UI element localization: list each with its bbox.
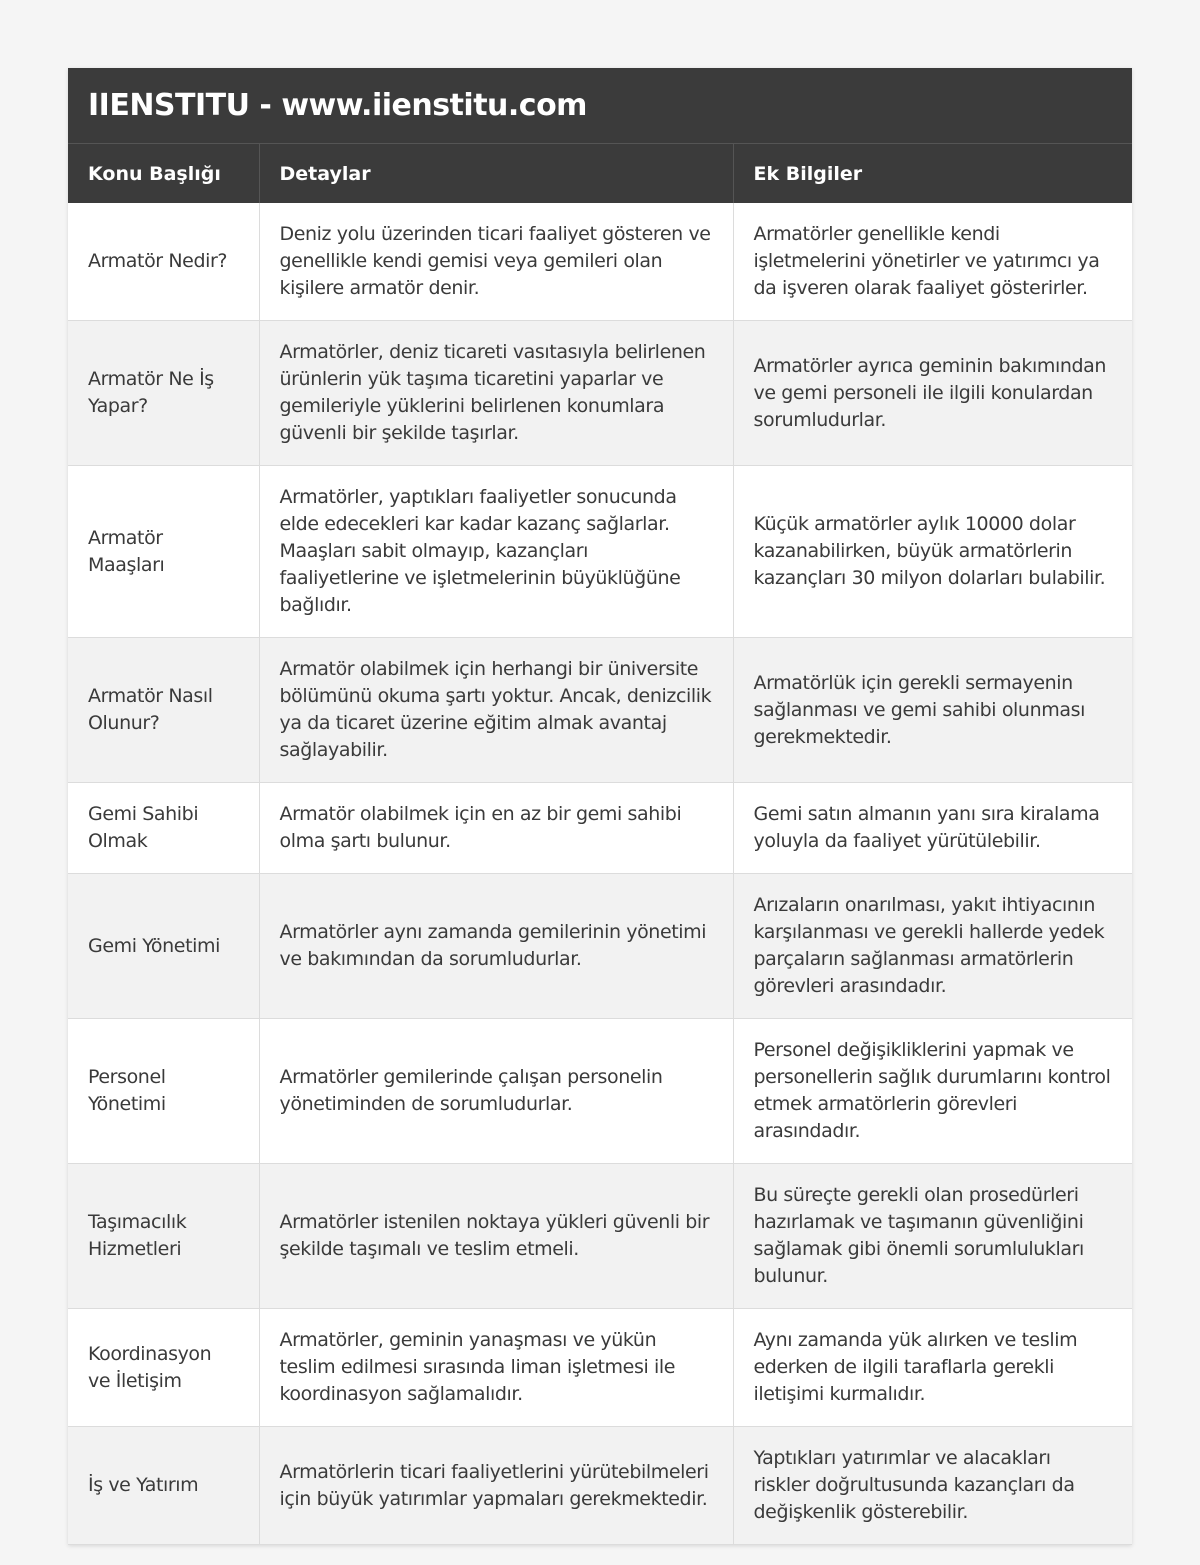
cell-extra: Bu süreçte gerekli olan prosedürleri hazırlamak ve taşımanın güvenliğini sağlamak gibi önemli sorumlulukları bulunur. [733,1164,1132,1309]
cell-details: Armatörler, deniz ticareti vasıtasıyla belirlenen ürünlerin yük taşıma ticaretini yaparlar ve gemileriyle yüklerini belirlenen konumlara güvenli bir şekilde taşırlar. [259,321,733,466]
table-row [68,203,1132,321]
table-row [68,638,1132,783]
column-header-details: Detaylar [259,144,733,203]
cell-topic: Gemi Yönetimi [68,874,259,1019]
cell-topic: Armatör Maaşları [68,466,259,638]
cell-details: Armatörler istenilen noktaya yükleri güvenli bir şekilde taşımalı ve teslim etmeli. [259,1164,733,1309]
table-row [68,1019,1132,1164]
cell-topic: İş ve Yatırım [68,1427,259,1545]
info-table [68,144,1132,1545]
cell-details: Armatör olabilmek için en az bir gemi sahibi olma şartı bulunur. [259,783,733,874]
cell-topic: Gemi Sahibi Olmak [68,783,259,874]
cell-extra: Arızaların onarılması, yakıt ihtiyacının karşılanması ve gerekli hallerde yedek parçaların sağlanması armatörlerin görevleri arasındadır. [733,874,1132,1019]
cell-topic: Taşımacılık Hizmetleri [68,1164,259,1309]
cell-extra: Personel değişikliklerini yapmak ve personellerin sağlık durumlarını kontrol etmek armatörlerin görevleri arasındadır. [733,1019,1132,1164]
table-row [68,1164,1132,1309]
table-row [68,1309,1132,1427]
table-title: IIENSTITU - www.iienstitu.com [68,68,1132,144]
cell-details: Armatörlerin ticari faaliyetlerini yürütebilmeleri için büyük yatırımlar yapmaları gerekmektedir. [259,1427,733,1545]
cell-details: Armatör olabilmek için herhangi bir üniversite bölümünü okuma şartı yoktur. Ancak, denizcilik ya da ticaret üzerine eğitim almak avantaj sağlayabilir. [259,638,733,783]
cell-details: Armatörler gemilerinde çalışan personelin yönetiminden de sorumludurlar. [259,1019,733,1164]
table-row [68,466,1132,638]
table-row [68,321,1132,466]
table-row [68,783,1132,874]
cell-extra: Aynı zamanda yük alırken ve teslim ederken de ilgili taraflarla gerekli iletişimi kurmalıdır. [733,1309,1132,1427]
header-row [68,144,1132,203]
cell-extra: Küçük armatörler aylık 10000 dolar kazanabilirken, büyük armatörlerin kazançları 30 milyon dolarları bulabilir. [733,466,1132,638]
cell-topic: Armatör Ne İş Yapar? [68,321,259,466]
cell-topic: Koordinasyon ve İletişim [68,1309,259,1427]
cell-topic: Personel Yönetimi [68,1019,259,1164]
cell-extra: Armatörlük için gerekli sermayenin sağlanması ve gemi sahibi olunması gerekmektedir. [733,638,1132,783]
info-table-card [68,68,1132,1545]
cell-topic: Armatör Nasıl Olunur? [68,638,259,783]
cell-topic: Armatör Nedir? [68,203,259,321]
cell-details: Armatörler aynı zamanda gemilerinin yönetimi ve bakımından da sorumludurlar. [259,874,733,1019]
cell-details: Deniz yolu üzerinden ticari faaliyet gösteren ve genellikle kendi gemisi veya gemileri olan kişilere armatör denir. [259,203,733,321]
cell-details: Armatörler, geminin yanaşması ve yükün teslim edilmesi sırasında liman işletmesi ile koordinasyon sağlamalıdır. [259,1309,733,1427]
table-row [68,1427,1132,1545]
column-header-topic: Konu Başlığı [68,144,259,203]
cell-extra: Gemi satın almanın yanı sıra kiralama yoluyla da faaliyet yürütülebilir. [733,783,1132,874]
cell-extra: Armatörler ayrıca geminin bakımından ve gemi personeli ile ilgili konulardan sorumludurlar. [733,321,1132,466]
column-header-extra: Ek Bilgiler [733,144,1132,203]
cell-details: Armatörler, yaptıkları faaliyetler sonucunda elde edecekleri kar kadar kazanç sağlarlar. Maaşları sabit olmayıp, kazançları faaliyetlerine ve işletmelerinin büyüklüğüne bağlıdır. [259,466,733,638]
table-row [68,874,1132,1019]
cell-extra: Armatörler genellikle kendi işletmelerini yönetirler ve yatırımcı ya da işveren olarak faaliyet gösterirler. [733,203,1132,321]
cell-extra: Yaptıkları yatırımlar ve alacakları riskler doğrultusunda kazançları da değişkenlik gösterebilir. [733,1427,1132,1545]
